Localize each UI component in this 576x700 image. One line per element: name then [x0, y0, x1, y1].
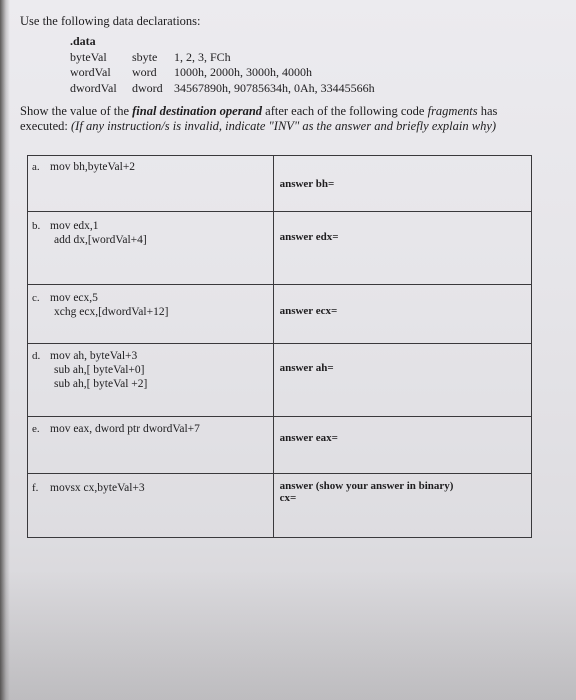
answer-prompt: answer ecx=	[279, 305, 338, 317]
question-cell	[28, 474, 274, 538]
question-code: mov bh,byteVal+2	[50, 161, 136, 173]
page-bottom-shadow	[0, 570, 576, 700]
question-cell	[28, 417, 274, 474]
question-cell	[28, 156, 274, 212]
decl-name: wordVal	[70, 65, 111, 79]
question-table	[27, 155, 532, 538]
instructions-emphasis: final destination operand	[132, 104, 263, 118]
instructions	[20, 104, 540, 134]
question-code: xchg ecx,[dwordVal+12]	[54, 306, 169, 318]
answer-prompt: answer eax=	[279, 432, 338, 444]
decl-values: 34567890h, 90785634h, 0Ah, 33445566h	[174, 80, 375, 95]
question-row-a	[28, 156, 532, 212]
question-code: movsx cx,byteVal+3	[50, 482, 145, 494]
question-letter: e.	[32, 423, 40, 435]
data-declarations	[70, 34, 375, 96]
question-row-b	[28, 212, 532, 285]
answer-prompt: answer (show your answer in binary)	[279, 480, 454, 492]
question-row-f	[28, 474, 532, 538]
question-letter: b.	[32, 220, 41, 232]
decl-byteval	[70, 50, 375, 66]
answer-cell[interactable]	[273, 212, 531, 285]
decl-type: dword	[132, 80, 163, 95]
question-row-e	[28, 417, 532, 474]
answer-prompt: answer bh=	[279, 178, 335, 190]
answer-prompt: answer ah=	[279, 362, 334, 374]
answer-register: cx=	[279, 492, 297, 504]
question-code: sub ah,[ byteVal+0]	[54, 364, 145, 376]
instructions-note: (If any instruction/s is invalid, indicate "INV" as the answer and briefly explain why)	[71, 119, 497, 133]
answer-cell[interactable]	[273, 344, 531, 417]
question-letter: f.	[32, 482, 39, 494]
question-code: mov eax, dword ptr dwordVal+7	[50, 423, 200, 435]
instructions-lead: Show the value of the	[20, 104, 130, 118]
question-cell	[28, 344, 274, 417]
answer-cell[interactable]	[273, 474, 531, 538]
decl-name: byteVal	[70, 49, 107, 64]
question-code: add dx,[wordVal+4]	[54, 234, 147, 246]
decl-values: 1000h, 2000h, 3000h, 4000h	[174, 65, 312, 79]
answer-prompt: answer edx=	[279, 231, 339, 243]
answer-cell[interactable]	[273, 285, 531, 344]
instructions-fragments: fragments	[427, 104, 478, 118]
decl-values: 1, 2, 3, FCh	[174, 49, 231, 64]
answer-cell[interactable]	[273, 156, 531, 212]
answer-cell[interactable]	[273, 417, 531, 474]
decl-wordval	[70, 65, 375, 81]
instructions-middle: after each of the following code	[265, 104, 425, 118]
question-cell	[28, 212, 274, 285]
question-code: mov ah, byteVal+3	[50, 350, 138, 362]
question-code: mov edx,1	[50, 220, 99, 232]
decl-name: dwordVal	[70, 80, 117, 95]
question-row-c	[28, 285, 532, 344]
question-code: mov ecx,5	[50, 292, 98, 304]
question-letter: d.	[32, 350, 41, 362]
intro-text: Use the following data declarations:	[20, 14, 201, 28]
question-letter: a.	[32, 161, 40, 173]
decl-type: word	[132, 65, 157, 79]
instructions-tail: has executed:	[20, 104, 498, 133]
decl-type: sbyte	[132, 49, 158, 64]
question-row-d	[28, 344, 532, 417]
question-cell	[28, 285, 274, 344]
data-directive: .data	[70, 34, 96, 48]
question-code: sub ah,[ byteVal +2]	[54, 378, 148, 390]
decl-dwordval	[70, 81, 375, 97]
question-letter: c.	[32, 292, 40, 304]
